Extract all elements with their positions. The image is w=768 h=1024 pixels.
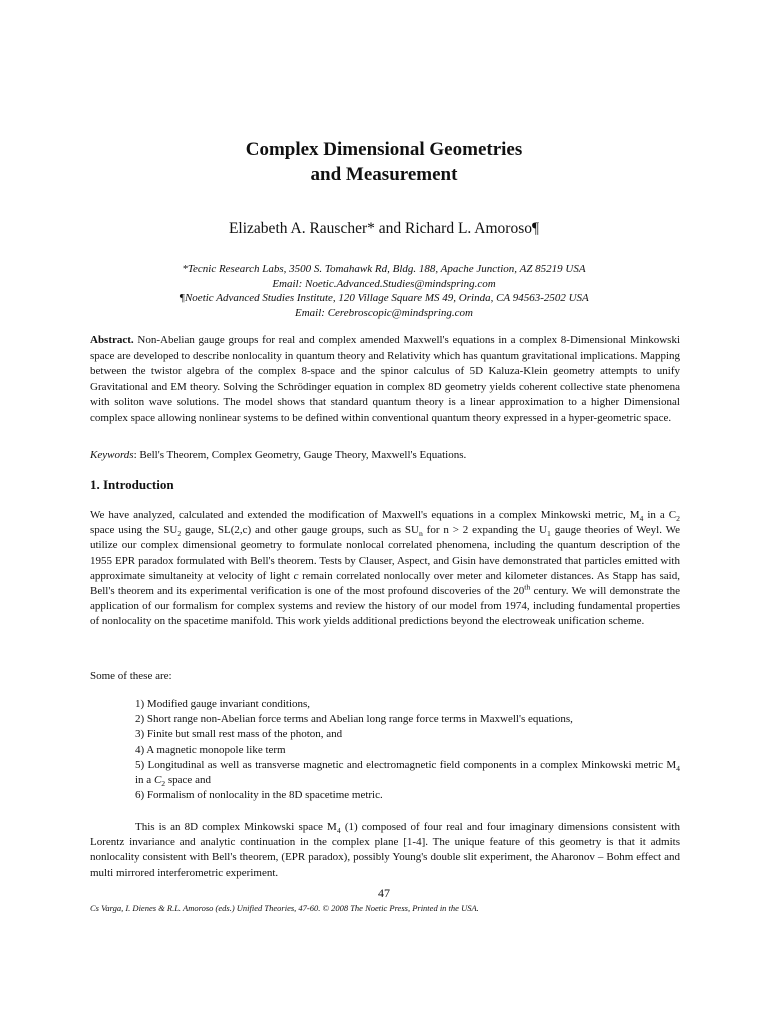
list-intro: Some of these are: [90,670,172,682]
list-item: 4) A magnetic monopole like term [135,743,286,756]
list-item: 2) Short range non-Abelian force terms and Abelian long range force terms in Maxwell's equations, [135,713,573,726]
list-item: 1) Modified gauge invariant conditions, [135,698,311,710]
keywords-text: : Bell's Theorem, Complex Geometry, Gauge Theory, Maxwell's Equations. [133,449,467,461]
affiliation-line: *Tecnic Research Labs, 3500 S. Tomahawk Rd, Bldg. 188, Apache Junction, AZ 85219 USA [182,263,586,275]
section-heading-introduction: 1. Introduction [90,477,174,492]
predictions-list [135,697,680,803]
title-line-1: Complex Dimensional Geometries [245,139,523,160]
affiliations [0,262,768,320]
list-item: 5) Longitudinal as well as transverse magnetic and electromagnetic field components in a complex Minkowski metric $M_4$ in a $C_2$ space and [135,758,680,789]
footer-citation: Cs Varga, I. Dienes & R.L. Amoroso (eds.) Unified Theories, 47-60. © 2008 The Noetic Press, Printed in the USA. [90,903,479,913]
affiliation-email: Email: Noetic.Advanced.Studies@mindspring.com [272,277,496,290]
affiliation-line: ¶Noetic Advanced Studies Institute, 120 Village Square MS 49, Orinda, CA 94563-2502 USA [179,292,589,304]
keywords-label: Keywords [90,449,134,461]
introduction-paragraph: We have analyzed, calculated and extended the modification of Maxwell's equations in a complex Minkowski metric, $M_4$ in a $C_2$ space using the $SU_2$ gauge, SL(2,c) and other gauge groups, such as $SU_n$ for n > 2 expanding the $U_1$ gauge theories of Weyl. We utilize our complex dimensional geometry to formulate nonlocal correlated phenomena, including the quantum description of the 1955 EPR paradox formulated with Bell's theorem. Tests by Clauser, Aspect, and Gisin have demonstrated that particles emitted with approximate simultaneity at velocity of light c remain correlated nonlocally over meter and kilometer distances. As Stapp has said, Bell's theorem and its experimental verification is one of the most profound discoveries of the 20th century. We will demonstrate the application of our formalism for complex systems and review the history of our model from 1974, including fundamental properties of nonlocality on the spacetime manifold. This work yields additional predictions beyond the electroweak unification scheme. [90,509,681,628]
affiliation-email: Email: Cerebroscopic@mindspring.com [295,306,473,319]
abstract-label: Abstract. [90,334,134,346]
authors: Elizabeth A. Rauscher* and Richard L. Amoroso¶ [228,220,540,237]
abstract-text: Non-Abelian gauge groups for real and complex amended Maxwell's equations in a complex 8-Dimensional Minkowski space are developed to describe nonlocality in quantum theory and Relativity which has quantum gravitational implications. Mapping between the twistor algebra of the complex 8-space and the spinor calculus of 5D Kaluza-Klein geometry attempts to unify Gravitational and EM theory. Solving the Schrödinger equation in complex 8D geometry yields coherent collective state phenomena with soliton wave solutions. The model shows that standard quantum theory is a linear approximation to a higher Dimensional complex space allowing nonlinear systems to be defined within conventional quantum theory expressed in a hyper-geometric space. [90,334,681,424]
paper-title [0,137,768,187]
body-paragraph: This is an 8D complex Minkowski space $M_4$ (1) composed of four real and four imaginary dimensions consistent with Lorentz invariance and analytic continuation in the complex plane [1-4]. The unique feature of this geometry is that it admits nonlocality consistent with Bell's theorem, (EPR paradox), possibly Young's double slit experiment, the Aharonov – Bohm effect and multi mirrored interferometric experiment. [90,821,680,879]
list-item: 6) Formalism of nonlocality in the 8D spacetime metric. [135,789,383,802]
abstract [90,333,680,426]
page-number: 47 [378,886,390,900]
list-item: 3) Finite but small rest mass of the photon, and [135,728,343,741]
keywords [90,448,680,463]
title-line-2: and Measurement [310,164,458,185]
